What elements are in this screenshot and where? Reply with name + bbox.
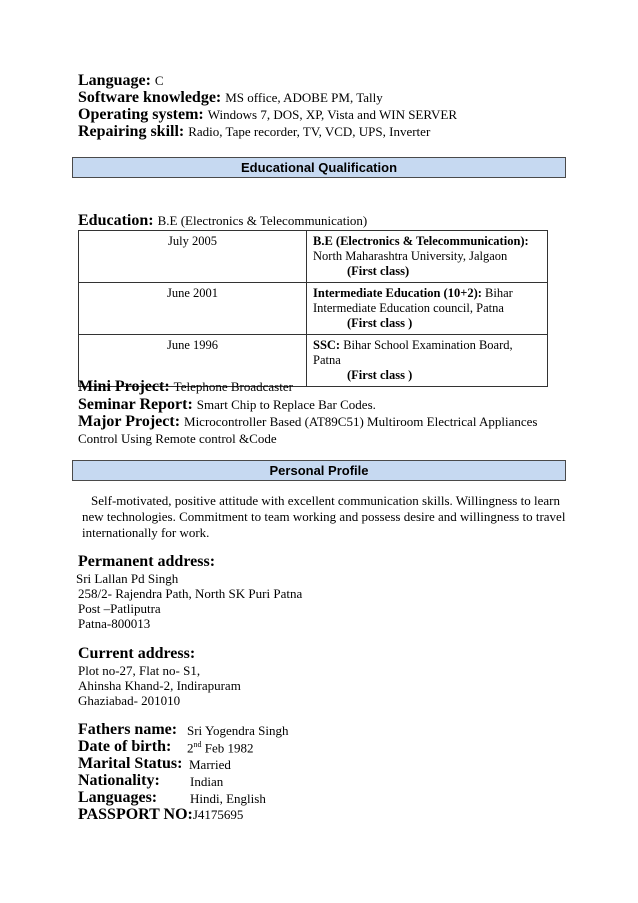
mini-project-value: Telephone Broadcaster (173, 379, 293, 394)
marital-status-label: Marital Status: (78, 755, 183, 772)
seminar-report-value: Smart Chip to Replace Bar Codes. (196, 397, 376, 412)
skill-os (78, 106, 457, 124)
seminar-report (78, 396, 376, 414)
current-address-line: Ahinsha Khand-2, Indirapuram (78, 678, 241, 693)
profile-summary: Self-motivated, positive attitude with excellent communication skills. Willingness to learn new technologies. Commitment to team working and possess desire and willingness to travel internationally for work. (82, 493, 566, 540)
permanent-address-heading: Permanent address: (78, 553, 216, 570)
mini-project-label: Mini Project: (78, 378, 170, 395)
passport-label: PASSPORT NO: (78, 806, 193, 823)
dob-value (187, 740, 254, 756)
major-project-label: Major Project: (78, 413, 181, 430)
education-date: June 1996 (79, 335, 307, 387)
education-date: June 2001 (79, 283, 307, 335)
dob-month-year: Feb 1982 (201, 740, 254, 756)
education-degree: SSC: (313, 338, 341, 352)
dob-ordinal: nd (193, 740, 202, 749)
current-address-line: Ghaziabad- 201010 (78, 693, 181, 708)
education-heading (78, 212, 367, 230)
permanent-address-line: 258/2- Rajendra Path, North SK Puri Patna (78, 586, 303, 601)
major-project (78, 413, 537, 431)
permanent-address-line: Post –Patliputra (78, 601, 161, 616)
skill-label: Software knowledge: (78, 89, 222, 106)
table-row (79, 283, 548, 335)
skill-value: Windows 7, DOS, XP, Vista and WIN SERVER (207, 107, 458, 122)
skill-value: C (154, 73, 164, 88)
languages-label: Languages: (78, 789, 158, 806)
fathers-name-label: Fathers name: (78, 721, 178, 738)
education-detail-cell (307, 231, 548, 283)
education-label: Education: (78, 212, 154, 229)
education-date: July 2005 (79, 231, 307, 283)
major-project-value: Microcontroller Based (AT89C51) Multiroom Electrical Appliances (184, 414, 538, 429)
section-educational-qualification: Educational Qualification (72, 157, 566, 178)
skill-label: Operating system: (78, 106, 204, 123)
skill-software (78, 89, 383, 107)
education-class: (First class ) (347, 368, 413, 382)
table-row (79, 231, 548, 283)
skill-repairing (78, 123, 430, 141)
nationality-value: Indian (190, 774, 224, 789)
education-class: (First class) (347, 264, 410, 278)
current-address-heading: Current address: (78, 645, 196, 662)
dob-day: 2 (187, 740, 194, 756)
marital-status-value: Married (189, 757, 231, 772)
education-summary: B.E (Electronics & Telecommunication) (157, 213, 368, 228)
mini-project (78, 378, 293, 396)
skill-label: Repairing skill: (78, 123, 185, 140)
education-institution: Bihar Intermediate Education council, Patna (313, 286, 513, 315)
passport-value: J4175695 (192, 807, 244, 822)
skill-language (78, 72, 164, 90)
education-detail-cell (307, 335, 548, 387)
skill-value: MS office, ADOBE PM, Tally (225, 90, 383, 105)
education-institution: North Maharashtra University, Jalgaon (313, 249, 508, 263)
fathers-name-value: Sri Yogendra Singh (187, 723, 289, 738)
education-class: (First class ) (347, 316, 413, 330)
major-project-continuation: Control Using Remote control &Code (78, 431, 277, 446)
languages-value: Hindi, English (190, 791, 266, 806)
section-personal-profile: Personal Profile (72, 460, 566, 481)
skill-label: Language: (78, 72, 151, 89)
passport-line (78, 806, 243, 824)
education-degree: B.E (Electronics & Telecommunication): (313, 234, 529, 248)
permanent-address-line: Patna-800013 (78, 616, 151, 631)
education-detail-cell (307, 283, 548, 335)
nationality-label: Nationality: (78, 772, 160, 789)
education-table (78, 230, 548, 387)
skill-value: Radio, Tape recorder, TV, VCD, UPS, Inverter (188, 124, 431, 139)
dob-label: Date of birth: (78, 738, 172, 755)
education-degree: Intermediate Education (10+2): (313, 286, 482, 300)
education-institution: Bihar School Examination Board, Patna (313, 338, 513, 367)
current-address-line: Plot no-27, Flat no- S1, (78, 663, 201, 678)
seminar-report-label: Seminar Report: (78, 396, 193, 413)
permanent-address-line: Sri Lallan Pd Singh (76, 571, 179, 586)
